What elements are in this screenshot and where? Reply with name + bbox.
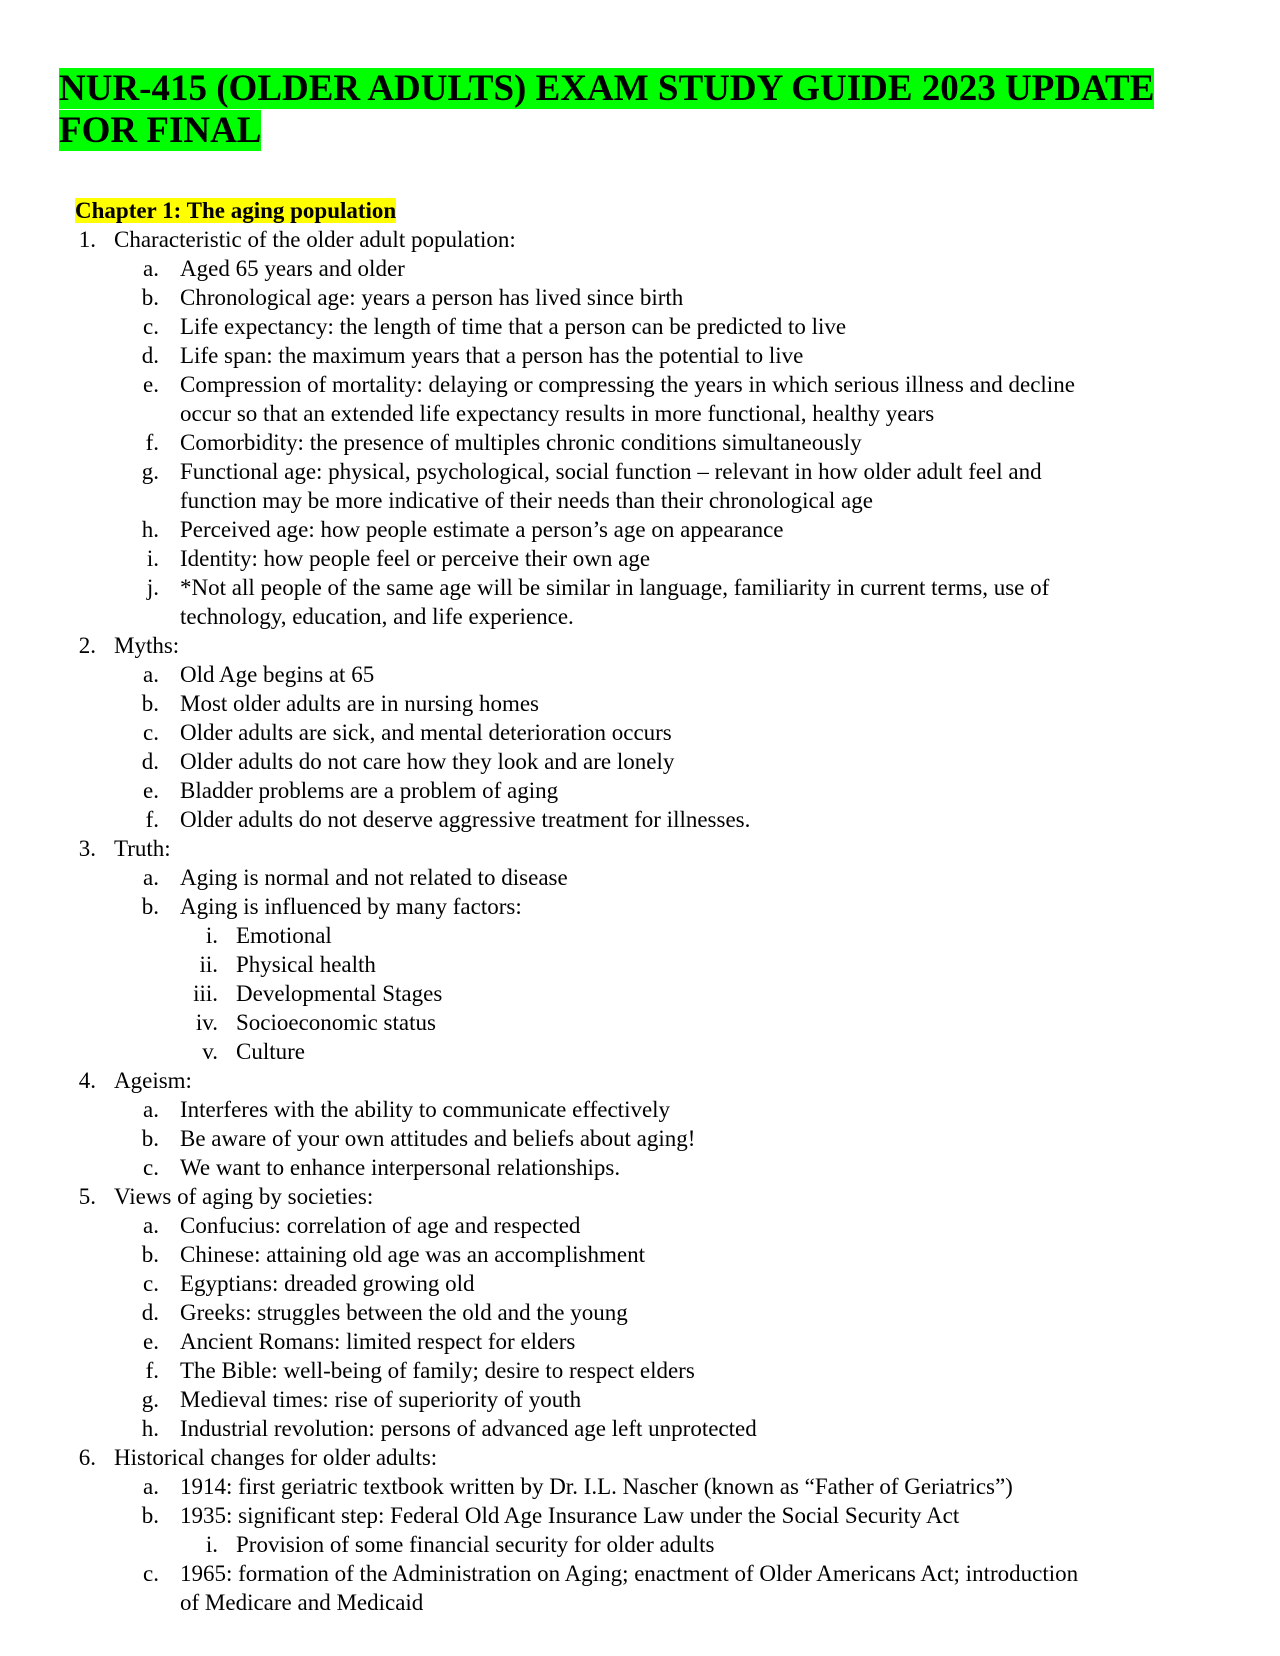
list-item-text: Be aware of your own attitudes and beliefs about aging! <box>180 1126 696 1151</box>
list-marker: b. <box>141 691 159 716</box>
chapter-heading <box>75 196 396 225</box>
outline-item-level-2 <box>0 1269 1280 1298</box>
list-marker: a. <box>143 1213 159 1238</box>
list-item-text: 1935: significant step: Federal Old Age Insurance Law under the Social Security Act <box>180 1503 960 1528</box>
outline-item-level-2 <box>0 689 1280 718</box>
list-item-text: Older adults do not deserve aggressive treatment for illnesses. <box>180 807 751 832</box>
list-item-text: We want to enhance interpersonal relationships. <box>180 1155 621 1180</box>
outline-item-level-2 <box>0 660 1280 689</box>
list-marker: d. <box>141 749 159 774</box>
list-marker: f. <box>145 1358 159 1383</box>
list-marker: b. <box>141 285 159 310</box>
outline-item-level-2 <box>0 1472 1280 1501</box>
outline-item-level-3 <box>0 921 1280 950</box>
outline-item-level-2 <box>0 747 1280 776</box>
list-item-text: Aged 65 years and older <box>180 256 405 281</box>
list-marker: b. <box>141 1503 159 1528</box>
outline-item-level-2 <box>0 1095 1280 1124</box>
outline-item-level-1 <box>0 1182 1280 1211</box>
outline-item-level-2 <box>0 457 1280 486</box>
list-marker: ii. <box>199 952 218 977</box>
outline-item-level-2 <box>0 1211 1280 1240</box>
list-item-text: 1965: formation of the Administration on Aging; enactment of Older Americans Act; introduction <box>180 1561 1079 1586</box>
list-item-text: Developmental Stages <box>236 981 443 1006</box>
outline-item-level-1 <box>0 1066 1280 1095</box>
list-marker: h. <box>141 1416 159 1441</box>
list-marker: b. <box>141 894 159 919</box>
list-marker: d. <box>141 1300 159 1325</box>
outline-list <box>0 225 1280 1617</box>
list-item-text: occur so that an extended life expectancy results in more functional, healthy years <box>180 401 935 426</box>
outline-continuation-line <box>0 486 1280 515</box>
outline-item-level-2 <box>0 718 1280 747</box>
list-item-text: Life expectancy: the length of time that a person can be predicted to live <box>180 314 847 339</box>
list-marker: c. <box>143 1155 159 1180</box>
list-item-text: Historical changes for older adults: <box>114 1445 438 1470</box>
list-item-text: technology, education, and life experience. <box>180 604 574 629</box>
list-marker: 6. <box>78 1445 96 1470</box>
list-item-text: Emotional <box>236 923 332 948</box>
list-item-text: Chronological age: years a person has lived since birth <box>180 285 684 310</box>
list-item-text: Older adults do not care how they look and are lonely <box>180 749 675 774</box>
outline-item-level-2 <box>0 312 1280 341</box>
list-item-text: Ageism: <box>114 1068 192 1093</box>
outline-continuation-line <box>0 1588 1280 1617</box>
outline-continuation-line <box>0 399 1280 428</box>
outline-item-level-2 <box>0 1298 1280 1327</box>
outline-item-level-3 <box>0 979 1280 1008</box>
outline-item-level-2 <box>0 1501 1280 1530</box>
list-marker: iii. <box>193 981 218 1006</box>
list-item-text: of Medicare and Medicaid <box>180 1590 424 1615</box>
list-item-text: Truth: <box>114 836 171 861</box>
list-item-text: Bladder problems are a problem of aging <box>180 778 559 803</box>
outline-item-level-1 <box>0 834 1280 863</box>
list-item-text: Comorbidity: the presence of multiples chronic conditions simultaneously <box>180 430 862 455</box>
list-item-text: function may be more indicative of their needs than their chronological age <box>180 488 873 513</box>
list-item-text: Provision of some financial security for older adults <box>236 1532 715 1557</box>
chapter-heading-text: Chapter 1: The aging population <box>75 198 397 223</box>
outline-item-level-1 <box>0 1443 1280 1472</box>
outline-item-level-2 <box>0 1124 1280 1153</box>
list-marker: c. <box>143 1561 159 1586</box>
list-marker: d. <box>141 343 159 368</box>
outline-item-level-2 <box>0 573 1280 602</box>
outline-item-level-1 <box>0 631 1280 660</box>
outline-item-level-2 <box>0 1559 1280 1588</box>
outline-item-level-2 <box>0 1414 1280 1443</box>
outline-item-level-3 <box>0 1037 1280 1066</box>
outline-item-level-2 <box>0 892 1280 921</box>
list-marker: c. <box>143 314 159 339</box>
list-marker: a. <box>143 1474 159 1499</box>
outline-item-level-3 <box>0 950 1280 979</box>
list-marker: i. <box>205 1532 218 1557</box>
list-marker: g. <box>141 459 159 484</box>
list-item-text: Characteristic of the older adult population: <box>114 227 516 252</box>
outline-item-level-2 <box>0 776 1280 805</box>
list-item-text: Ancient Romans: limited respect for elders <box>180 1329 576 1354</box>
list-marker: e. <box>143 778 159 803</box>
list-item-text: Confucius: correlation of age and respected <box>180 1213 581 1238</box>
list-item-text: Older adults are sick, and mental deterioration occurs <box>180 720 672 745</box>
list-marker: a. <box>143 1097 159 1122</box>
list-item-text: Most older adults are in nursing homes <box>180 691 540 716</box>
outline-item-level-2 <box>0 341 1280 370</box>
outline-item-level-2 <box>0 1153 1280 1182</box>
list-item-text: The Bible: well-being of family; desire to respect elders <box>180 1358 695 1383</box>
list-marker: a. <box>143 865 159 890</box>
list-marker: g. <box>141 1387 159 1412</box>
outline-item-level-2 <box>0 283 1280 312</box>
list-marker: a. <box>143 662 159 687</box>
list-marker: j. <box>146 575 159 600</box>
list-item-text: Life span: the maximum years that a person has the potential to live <box>180 343 804 368</box>
list-marker: i. <box>205 923 218 948</box>
list-marker: e. <box>143 372 159 397</box>
list-item-text: Aging is normal and not related to disease <box>180 865 568 890</box>
outline-item-level-2 <box>0 254 1280 283</box>
list-item-text: Identity: how people feel or perceive their own age <box>180 546 651 571</box>
list-item-text: Compression of mortality: delaying or compressing the years in which serious illness and decline <box>180 372 1075 397</box>
list-marker: iv. <box>195 1010 218 1035</box>
outline-item-level-2 <box>0 1385 1280 1414</box>
list-item-text: Aging is influenced by many factors: <box>180 894 522 919</box>
list-marker: e. <box>143 1329 159 1354</box>
outline-item-level-2 <box>0 544 1280 573</box>
outline-item-level-2 <box>0 370 1280 399</box>
list-marker: 3. <box>78 836 96 861</box>
list-marker: b. <box>141 1242 159 1267</box>
list-item-text: Perceived age: how people estimate a person’s age on appearance <box>180 517 784 542</box>
document-title <box>59 68 1189 152</box>
list-marker: v. <box>202 1039 218 1064</box>
outline-item-level-3 <box>0 1008 1280 1037</box>
list-marker: h. <box>141 517 159 542</box>
outline-item-level-2 <box>0 863 1280 892</box>
list-item-text: Physical health <box>236 952 376 977</box>
outline-item-level-2 <box>0 428 1280 457</box>
list-item-text: Old Age begins at 65 <box>180 662 375 687</box>
list-item-text: Culture <box>236 1039 305 1064</box>
list-item-text: Egyptians: dreaded growing old <box>180 1271 475 1296</box>
outline-item-level-2 <box>0 515 1280 544</box>
outline-item-level-2 <box>0 1327 1280 1356</box>
outline-item-level-2 <box>0 1356 1280 1385</box>
list-marker: f. <box>145 430 159 455</box>
list-item-text: Chinese: attaining old age was an accomplishment <box>180 1242 645 1267</box>
list-item-text: Socioeconomic status <box>236 1010 436 1035</box>
list-item-text: Industrial revolution: persons of advanced age left unprotected <box>180 1416 757 1441</box>
list-item-text: *Not all people of the same age will be similar in language, familiarity in current terms, use of <box>180 575 1050 600</box>
list-marker: 5. <box>78 1184 96 1209</box>
outline-continuation-line <box>0 602 1280 631</box>
outline-item-level-3 <box>0 1530 1280 1559</box>
list-marker: 4. <box>78 1068 96 1093</box>
list-item-text: Functional age: physical, psychological, social function – relevant in how older adult feel and <box>180 459 1042 484</box>
list-marker: c. <box>143 720 159 745</box>
list-item-text: Views of aging by societies: <box>114 1184 374 1209</box>
list-item-text: 1914: first geriatric textbook written by Dr. I.L. Nascher (known as “Father of Geriatrics”) <box>180 1474 1013 1499</box>
list-item-text: Medieval times: rise of superiority of youth <box>180 1387 582 1412</box>
list-marker: f. <box>145 807 159 832</box>
list-marker: a. <box>143 256 159 281</box>
outline-item-level-2 <box>0 1240 1280 1269</box>
outline-item-level-1 <box>0 225 1280 254</box>
list-marker: 1. <box>78 227 96 252</box>
list-marker: b. <box>141 1126 159 1151</box>
document-title-text: NUR-415 (OLDER ADULTS) EXAM STUDY GUIDE 2023 UPDATE FOR FINAL <box>59 68 1155 151</box>
outline-item-level-2 <box>0 805 1280 834</box>
list-marker: 2. <box>78 633 96 658</box>
list-item-text: Interferes with the ability to communicate effectively <box>180 1097 671 1122</box>
list-item-text: Myths: <box>114 633 180 658</box>
list-marker: i. <box>146 546 159 571</box>
list-marker: c. <box>143 1271 159 1296</box>
list-item-text: Greeks: struggles between the old and the young <box>180 1300 628 1325</box>
